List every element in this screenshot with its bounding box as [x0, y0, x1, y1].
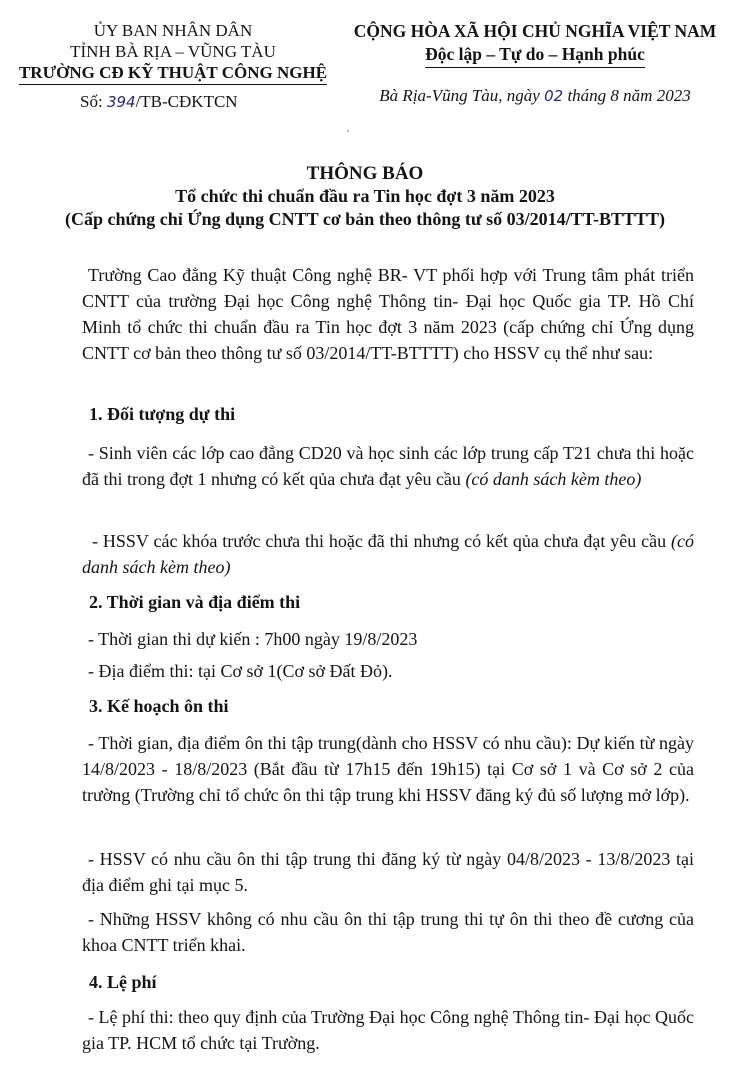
national-motto: Độc lập – Tự do – Hạnh phúc — [425, 43, 645, 68]
section-4-item-1: - Lệ phí thi: theo quy định của Trường Đại học Công nghệ Thông tin- Đại học Quốc gia TP. HCM tổ chức tại Trường. — [82, 1007, 694, 1053]
document-number — [80, 92, 238, 112]
title-main: THÔNG BÁO — [306, 163, 424, 184]
date-day-handwritten: 02 — [544, 87, 564, 105]
section-2-heading: 2. Thời gian và địa điểm thi — [89, 592, 301, 612]
title-sub-2: (Cấp chứng chỉ Ứng dụng CNTT cơ bản theo thông tư số 03/2014/TT-BTTTT) — [64, 209, 666, 229]
document-title — [0, 162, 730, 231]
issuer-school-name: TRƯỜNG CĐ KỸ THUẬT CÔNG NGHỆ — [19, 62, 327, 85]
section-4-heading: 4. Lệ phí — [89, 972, 157, 992]
section-3-item-1: - Thời gian, địa điểm ôn thi tập trung(dành cho HSSV có nhu cầu): Dự kiến từ ngày 14/8/2023 - 18/8/2023 (Bắt đầu từ 17h15 đến 19h15) tại Cơ sở 1 và Cơ sở 2 của trường (Trường chỉ tổ chức ôn thi tập trung khi HSSV đăng ký đủ số lượng mở lớp). — [82, 733, 694, 805]
section-1-item-1 — [82, 440, 694, 492]
section-3-item-2: - HSSV có nhu cầu ôn thi tập trung thi đăng ký từ ngày 04/8/2023 - 13/8/2023 tại địa điểm ghi tại mục 5. — [82, 849, 694, 895]
intro-paragraph: Trường Cao đẳng Kỹ thuật Công nghệ BR- VT phối hợp với Trung tâm phát triển CNTT của trường Đại học Công nghệ Thông tin- Đại học Quốc gia TP. Hồ Chí Minh tổ chức thi chuẩn đầu ra Tin học đợt 3 năm 2023 (cấp chứng chỉ Ứng dụng CNTT cơ bản theo thông tư số 03/2014/TT-BTTTT) cho HSSV cụ thể như sau: — [82, 265, 694, 363]
section-2-item-2: - Địa điểm thi: tại Cơ sở 1(Cơ sở Đất Đỏ). — [88, 661, 393, 681]
date-prefix: Bà Rịa-Vũng Tàu, ngày — [379, 86, 540, 105]
title-sub-1: Tổ chức thi chuẩn đầu ra Tin học đợt 3 năm 2023 — [175, 186, 555, 206]
docnum-suffix: /TB-CĐKTCN — [135, 92, 238, 111]
section-3-heading: 3. Kế hoạch ôn thi — [89, 696, 229, 716]
s1-p2-text: - HSSV các khóa trước chưa thi hoặc đã thi nhưng có kết qủa chưa đạt yêu cầu — [92, 531, 672, 551]
s1-p1-note: (có danh sách kèm theo) — [465, 469, 642, 489]
issuer-line-1: ỦY BAN NHÂN DÂN — [93, 21, 253, 40]
national-title: CỘNG HÒA XÃ HỘI CHỦ NGHĨA VIỆT NAM — [353, 21, 717, 41]
section-2-item-1: - Thời gian thi dự kiến : 7h00 ngày 19/8/2023 — [88, 629, 418, 649]
issuer-line-2: TỈNH BÀ RỊA – VŨNG TÀU — [70, 42, 276, 61]
issuer-header — [8, 20, 338, 85]
scan-mark: ' — [347, 128, 349, 140]
section-1-heading: 1. Đối tượng dự thi — [89, 404, 236, 424]
docnum-prefix: Số: — [80, 92, 103, 111]
place-date — [340, 86, 730, 106]
docnum-handwritten: 394 — [106, 93, 136, 111]
s1-p1-text: - Sinh viên các lớp cao đẳng CD20 và học sinh các lớp trung cấp T21 chưa thi hoặc đã thi trong đợt 1 nhưng có kết qủa chưa đạt yêu cầu — [82, 443, 694, 489]
s1-p2-note: (có danh sách kèm theo) — [82, 531, 694, 577]
section-3-item-3: - Những HSSV không có nhu cầu ôn thi tập trung thi tự ôn thi theo đề cương của khoa CNTT triển khai. — [82, 909, 694, 955]
national-header — [340, 20, 730, 68]
section-1-item-2 — [82, 528, 694, 580]
date-suffix: tháng 8 năm 2023 — [567, 86, 691, 105]
